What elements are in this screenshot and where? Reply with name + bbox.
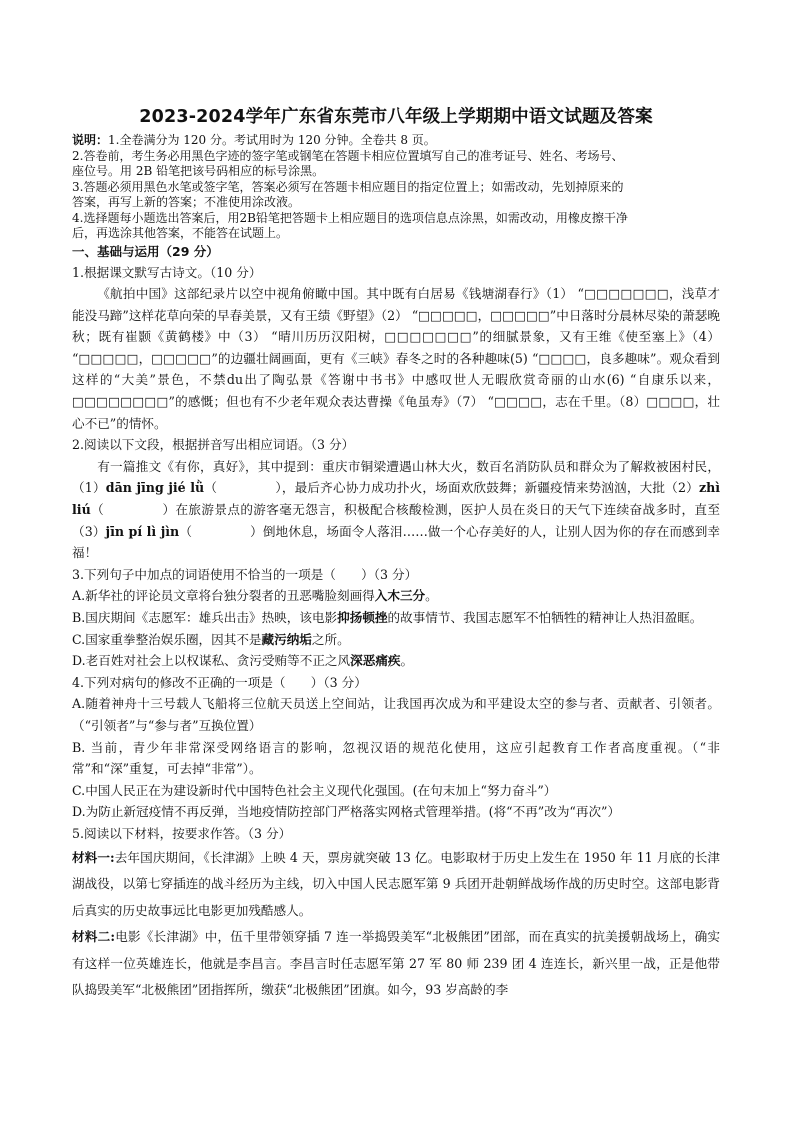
question-4-option-b: B. 当前，青少年非常深受网络语言的影响，忽视汉语的规范化使用，这应引起教育工作者高度重视。（“非常”和“深”重复，可去掉“非常”）。 <box>72 739 720 777</box>
question-3-stem: 3.下列句子中加点的词语使用不恰当的一项是（ ）（3 分） <box>72 566 418 582</box>
question-2-stem: 2.阅读以下文段，根据拼音写出相应词语。（3 分） <box>72 437 355 453</box>
pinyin-2: zhì liú <box>72 480 721 518</box>
instruction-line: 座位号。用 2B 铅笔把该号码相应的标号涂黑。 <box>72 164 325 178</box>
material-2: 材料二:电影《长津湖》中，伍千里带领穿插 7 连一举捣毁美军“北极熊团”团部，而在真实的抗美援朝战场上，确实有这样一位英雄连长，他就是李昌言。李昌言时任志愿军第 27 军 80 师 239 团 4 连连长，新兴里一战，正是他带队捣毁美军“北极熊团”团指挥所，缴获“北极熊团”团旗。如今，93 岁高龄的李 <box>72 929 720 998</box>
instruction-line: 2.答卷前，考生务必用黑色字迹的签字笔或钢笔在答题卡相应位置填写自己的准考证号、姓名、考场号、 <box>72 148 624 163</box>
pinyin-3: jīn pí lì jìn <box>105 523 180 539</box>
section-heading: 一、基础与运用（29 分） <box>72 243 219 259</box>
question-4-option-d: D.为防止新冠疫情不再反弹，当地疫情防控部门严格落实网格式管理举措。(将“不再”改为“再次”） <box>72 804 621 820</box>
question-2-text: 有一篇推文《有你，真好》，其中提到：重庆市铜梁遭遇山林大火，数百名消防队员和群众为了解救被困村民，（1）dān jīng jié lǜ（ ），最后齐心协力成功扑火，场面欢欣鼓舞；新疆疫情来势汹汹，大批（2）zhì liú（ ）在旅游景点的游客毫无怨言，积极配合核酸检测，医护人员在炎日的天气下连续奋战多时，直至（3）jīn pí lì jìn（ ）倒地休息，场面令人落泪……做一个心存美好的人，让别人因为你的存在而感到幸福！ <box>72 458 721 561</box>
pinyin-1: dān jīng jié lǜ <box>105 480 205 496</box>
question-4-stem: 4.下列对病句的修改不正确的一项是（ ）（3 分） <box>72 674 367 690</box>
material-label: 材料二: <box>72 929 116 945</box>
exam-page <box>72 104 720 1004</box>
material-label: 材料一: <box>72 849 115 865</box>
question-3-option-b: B.国庆期间《志愿军：雄兵出击》热映，该电影抑扬顿挫的故事情节、我国志愿军不怕牺牲的精神让人热泪盈眶。 <box>72 610 703 625</box>
instruction-line: 后，再选涂其他答案，不能答在试题上。 <box>72 226 289 240</box>
instruction-line: 说明：1.全卷满分为 120 分。考试用时为 120 分钟。全卷共 8 页。 <box>72 133 436 147</box>
instruction-line: 答案，再写上新的答案；不准使用涂改液。 <box>72 195 301 209</box>
page-title: 2023-2024学年广东省东莞市八年级上学期期中语文试题及答案 <box>139 107 653 127</box>
question-3-option-c: C.国家重拳整治娱乐圈，因其不是藏污纳垢之所。 <box>72 631 350 647</box>
instruction-label: 说明： <box>72 133 109 147</box>
question-1-stem: 1.根据课文默写古诗文。（10 分） <box>72 264 262 280</box>
question-5-stem: 5.阅读以下材料，按要求作答。（3 分） <box>72 825 292 841</box>
question-4-option-c: C.中国人民正在为建设新时代中国特色社会主义现代化强国。(在句末加上“努力奋斗”） <box>72 782 557 798</box>
question-4-option-a: A.随着神舟十三号载人飞船将三位航天员送上空间站，让我国再次成为和平建设太空的参与者、贡献者、引领者。（“引领者”与“参与者”互换位置） <box>72 696 720 733</box>
instruction-line: 3.答题必须用黑色水笔或签字笔，答案必须写在答题卡相应题目的指定位置上；如需改动，先划掉原来的 <box>72 179 624 194</box>
question-1-text: 《航拍中国》这部纪录片以空中视角俯瞰中国。其中既有白居易《钱塘湖春行》（1） “□□□□□□□，浅草才能没马蹄”这样花草向荣的早春美景，又有王绩《野望》（2） “□□□□□，□□□□□”中日落时分晨林尽染的萧瑟晚秋；既有崔颢《黄鹤楼》中（3） “晴川历历汉阳树，□□□□□□□”的细腻景象，又有王维《使至塞上》（4） “□□□□□，□□□□□”的边疆壮阔画面，更有《三峡》春冬之时的各种趣味(5) “□□□□，良多趣味”。观众看到这样的“大美”景色，不禁du出了陶弘景《答谢中书书》中感叹世人无暇欣赏奇丽的山水(6) “自康乐以来，□□□□□□□□”的感慨；但也有不少老年观众表达曹操《龟虽寿》（7） “□□□□，志在千里。（8）□□□□，壮心不已”的情怀。 <box>72 286 720 431</box>
instruction-line: 4.选择题每小题选出答案后，用2B铅笔把答题卡上相应题目的选项信息点涂黑，如需改动，用橡皮擦干净 <box>72 210 628 225</box>
question-3-option-a: A.新华社的评论员文章将台独分裂者的丑恶嘴脸刻画得入木三分。 <box>72 588 438 604</box>
material-1: 材料一:去年国庆期间，《长津湖》上映 4 天，票房就突破 13 亿。电影取材于历史上发生在 1950 年 11 月底的长津湖战役，以第七穿插连的战斗经历为主线，切入中国人民志愿军第 9 兵团开赴朝鲜战场作战的历史时空。这部电影背后真实的历史故事远比电影更加残酷感人。 <box>72 849 720 918</box>
question-3-option-d: D.老百姓对社会上以权谋私、贪污受贿等不正之风深恶痛疾。 <box>72 653 414 669</box>
instructions <box>72 133 720 242</box>
